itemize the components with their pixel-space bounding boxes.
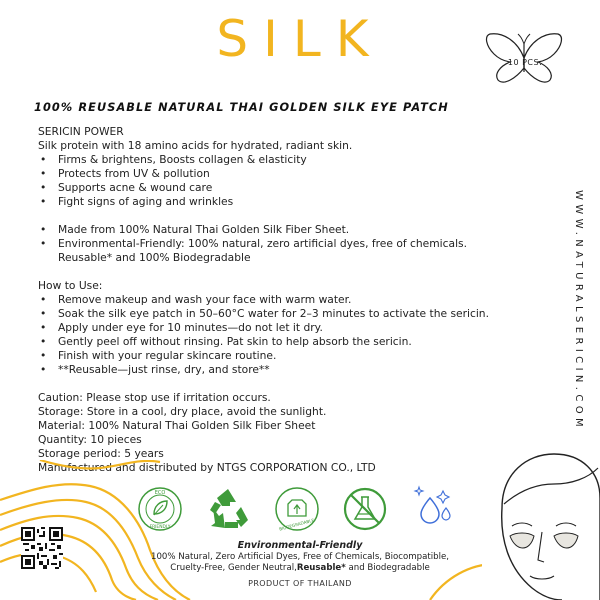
no-chemicals-icon (342, 486, 388, 532)
caution-text: Caution: Please stop use if irritation occurs. (38, 391, 271, 404)
list-item: • Firms & brightens, Boosts collagen & elasticity (40, 153, 307, 166)
environmental-line-1: 100% Natural, Zero Artificial Dyes, Free of Chemicals, Biocompatible, (150, 552, 449, 562)
website-url[interactable]: WWW.NATURALSERICIN.COM (573, 190, 584, 432)
list-item: • Soak the silk eye patch in 50–60°C water for 2–3 minutes to activate the sericin. (40, 307, 489, 320)
material-text: Material: 100% Natural Thai Golden Silk Fiber Sheet (38, 419, 316, 432)
recycle-icon (205, 486, 251, 532)
brand-title: SILK (216, 10, 384, 68)
list-item: • Finish with your regular skincare routine. (40, 349, 277, 362)
water-drops-sparkle-icon (410, 482, 456, 528)
quantity-badge-label: 10 PCS. (507, 58, 543, 67)
face-illustration (482, 448, 600, 600)
storage-text: Storage: Store in a cool, dry place, avoid the sunlight. (38, 405, 327, 418)
eco-friendly-icon (137, 486, 183, 532)
list-item: • Fight signs of aging and wrinkles (40, 195, 234, 208)
list-item: • Remove makeup and wash your face with warm water. (40, 293, 352, 306)
svg-text:BIODEGRADABLE: BIODEGRADABLE (278, 517, 315, 532)
environmental-line-2: Cruelty-Free, Gender Neutral,Reusable* and Biodegradable (170, 563, 430, 573)
list-item: • Gently peel off without rinsing. Pat skin to help absorb the sericin. (40, 335, 412, 348)
list-item: • Environmental-Friendly: 100% natural, zero artificial dyes, free of chemicals. (40, 237, 467, 250)
list-item: • Made from 100% Natural Thai Golden Silk Fiber Sheet. (40, 223, 350, 236)
svg-text:FRIENDLY: FRIENDLY (149, 525, 171, 530)
product-headline: 100% REUSABLE NATURAL THAI GOLDEN SILK EYE PATCH (34, 101, 449, 114)
intro-text: Silk protein with 18 amino acids for hydrated, radiant skin. (38, 139, 353, 152)
svg-text:ECO: ECO (154, 490, 166, 496)
environmental-title: Environmental-Friendly (237, 540, 363, 551)
howto-title: How to Use: (38, 279, 103, 292)
quantity-text: Quantity: 10 pieces (38, 433, 142, 446)
manufacturer-text: Manufactured and distributed by NTGS CORPORATION CO., LTD (38, 461, 376, 474)
storage-period-text: Storage period: 5 years (38, 447, 164, 460)
list-item: • Apply under eye for 10 minutes—do not let it dry. (40, 321, 323, 334)
list-item: • **Reusable—just rinse, dry, and store** (40, 363, 270, 376)
list-item: • Supports acne & wound care (40, 181, 213, 194)
intro-title: SERICIN POWER (38, 125, 124, 138)
biodegradable-icon (274, 486, 320, 532)
product-origin: PRODUCT OF THAILAND (248, 579, 352, 588)
list-item: • Protects from UV & pollution (40, 167, 210, 180)
list-item: Reusable* and 100% Biodegradable (58, 251, 251, 264)
